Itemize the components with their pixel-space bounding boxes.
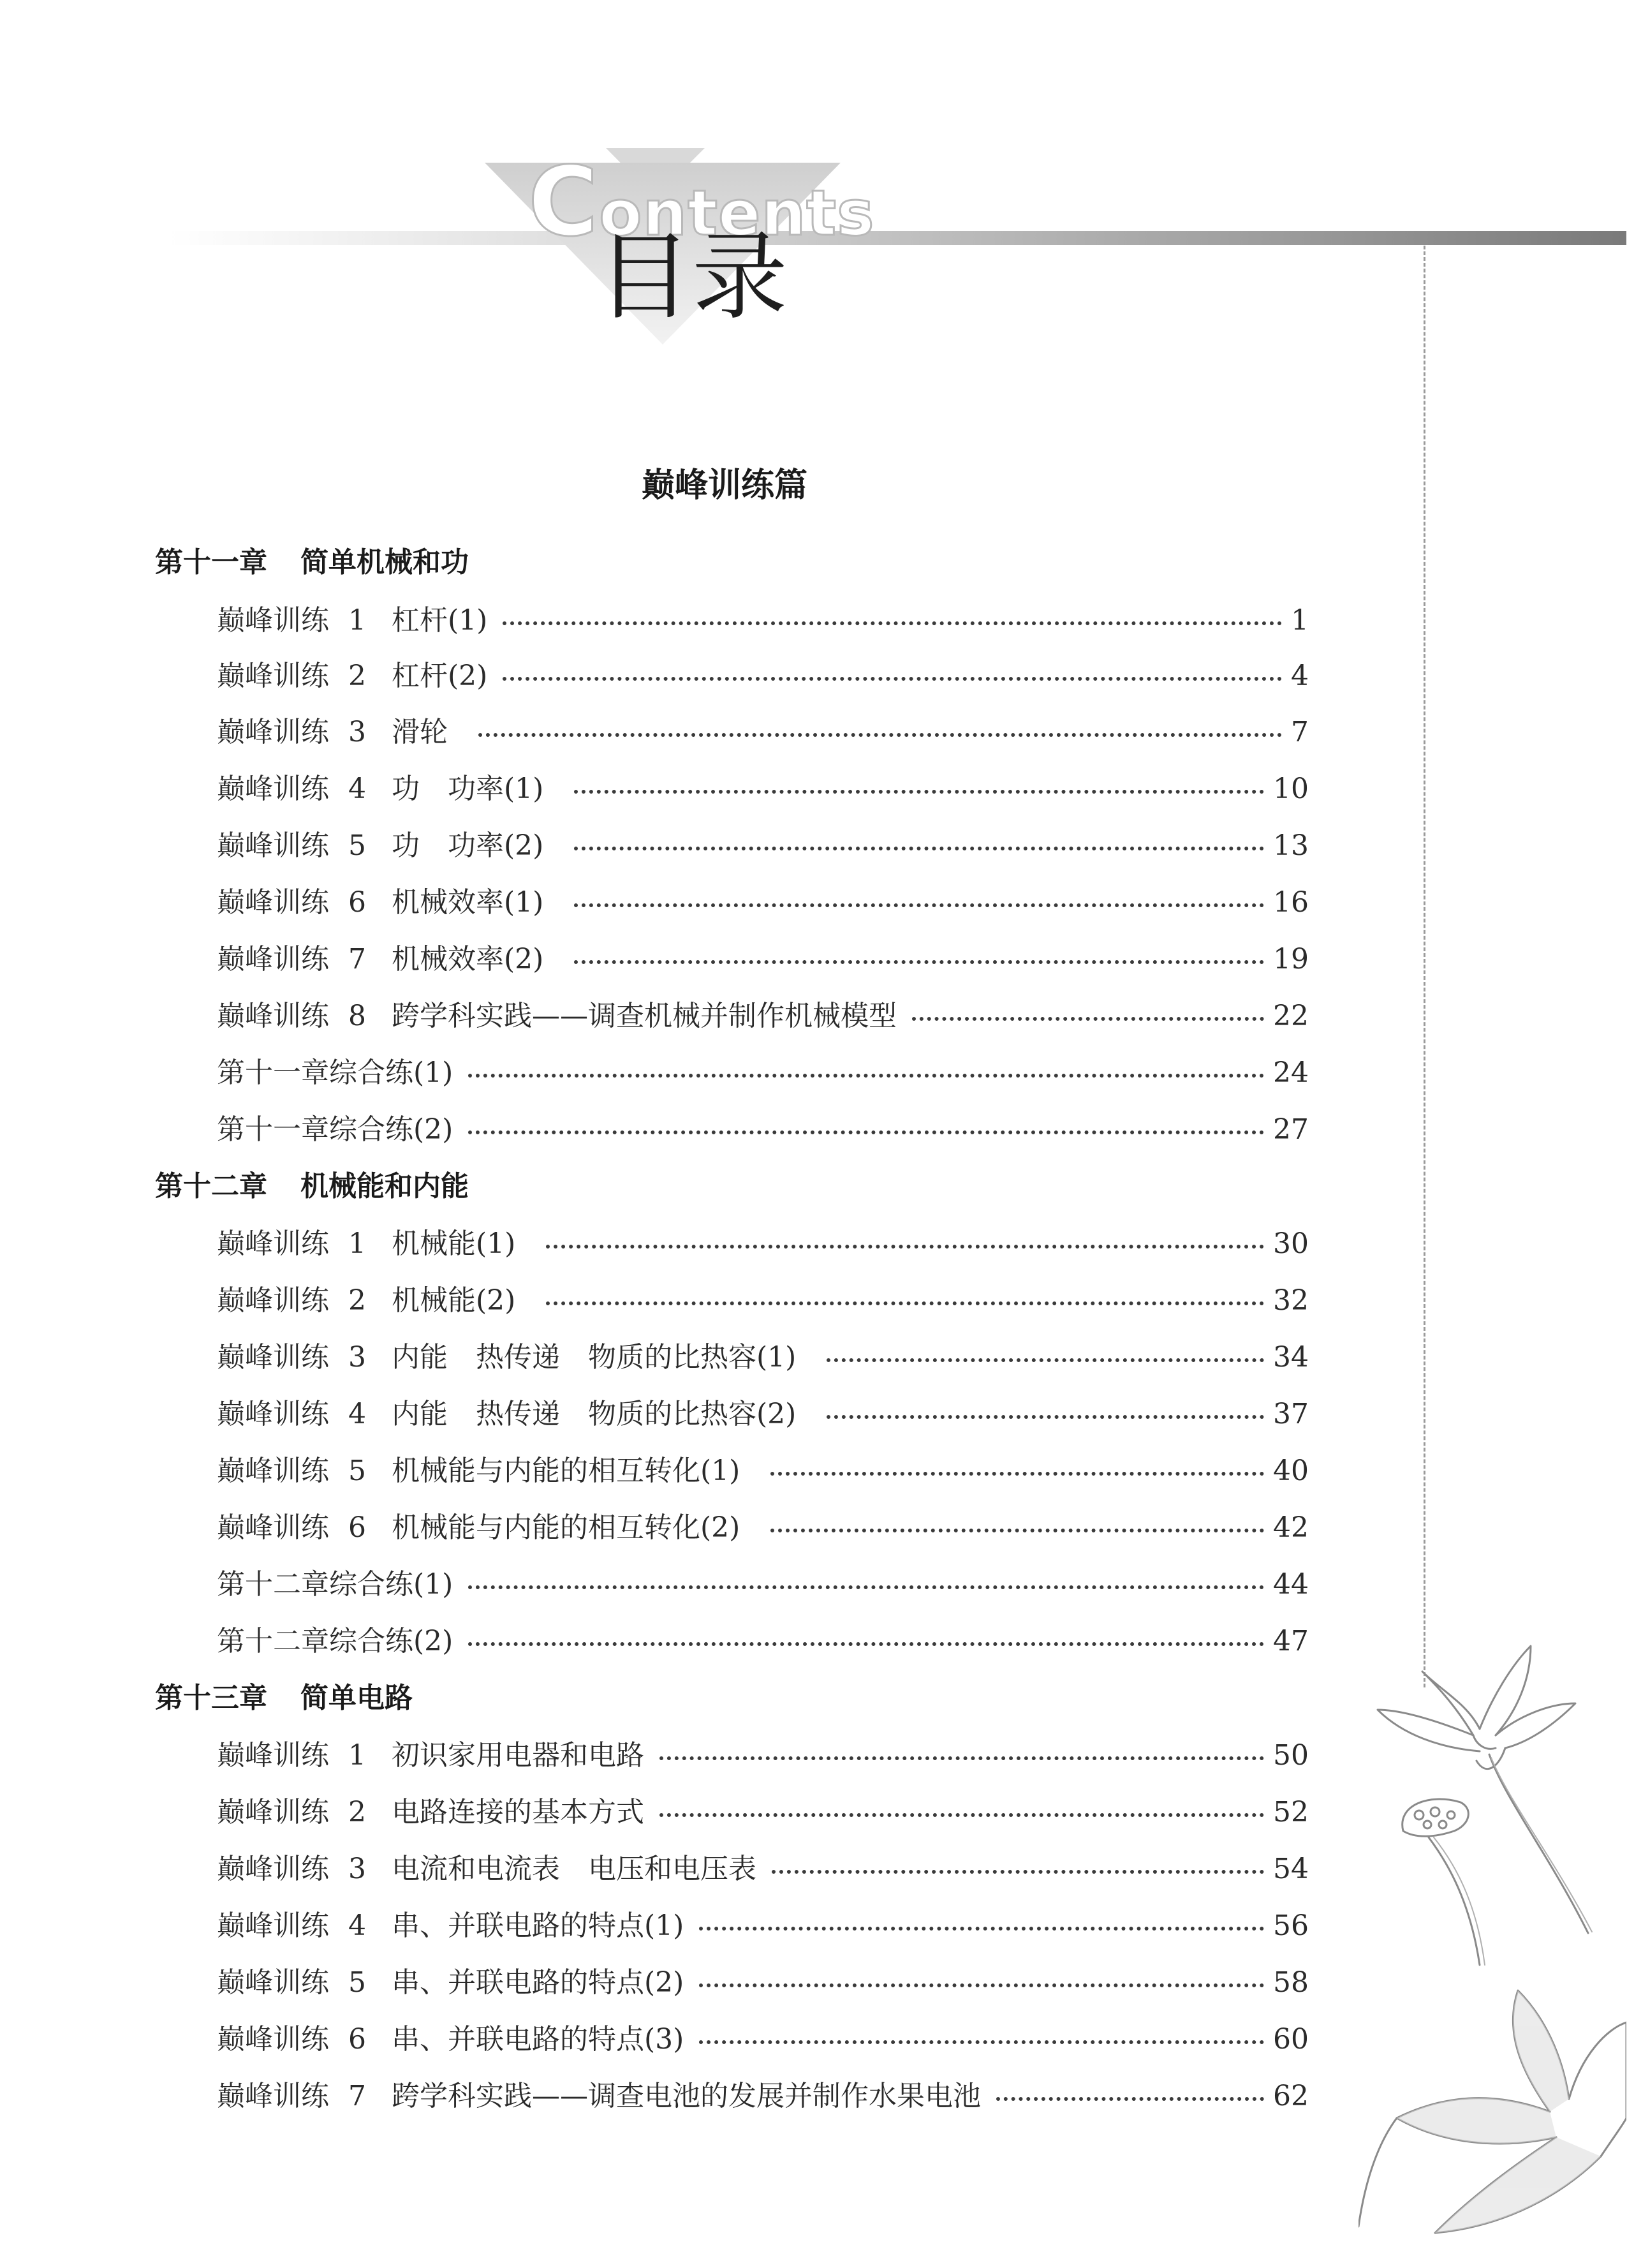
toc-entry[interactable]: 巅峰训练 2 电路连接的基本方式 52 — [217, 1793, 1309, 1832]
page-number: 13 — [1273, 829, 1309, 862]
page-number: 56 — [1273, 1909, 1309, 1942]
page-number: 47 — [1273, 1625, 1309, 1657]
dot-leader — [546, 1301, 1264, 1305]
toc-entry[interactable]: 巅峰训练 4 内能 热传递 物质的比热容(2) 37 — [217, 1395, 1309, 1434]
dot-leader — [770, 1472, 1264, 1476]
toc-entry[interactable]: 第十一章综合练(1) 24 — [217, 1054, 1309, 1092]
toc-entry[interactable]: 第十二章综合练(2) 47 — [217, 1622, 1309, 1661]
page-number: 27 — [1273, 1113, 1309, 1146]
page-number: 22 — [1273, 1000, 1309, 1032]
page-number: 62 — [1273, 2080, 1309, 2112]
page-number: 44 — [1273, 1568, 1309, 1601]
toc-entry[interactable]: 巅峰训练 4 功 功率(1) 10 — [217, 770, 1309, 808]
page-number: 52 — [1273, 1796, 1309, 1828]
dot-leader — [770, 1529, 1264, 1532]
dot-leader — [659, 1756, 1264, 1760]
dot-leader — [546, 1245, 1264, 1249]
dashed-divider — [1424, 246, 1425, 1687]
contents-word: Contents — [528, 147, 875, 258]
page-number: 42 — [1273, 1511, 1309, 1544]
chapter-heading[interactable]: 第十三章 简单电路 — [155, 1682, 413, 1714]
toc-entry[interactable]: 巅峰训练 6 机械能与内能的相互转化(2) 42 — [217, 1509, 1309, 1547]
dot-leader — [912, 1017, 1264, 1021]
dot-leader — [468, 1585, 1264, 1589]
contents-header — [0, 0, 1627, 408]
toc-entry[interactable]: 巅峰训练 5 串、并联电路的特点(2) 58 — [217, 1964, 1309, 2002]
dot-leader — [996, 2097, 1264, 2101]
dot-leader — [503, 621, 1282, 625]
dot-leader — [468, 1642, 1264, 1646]
toc-entry[interactable]: 第十二章综合练(1) 44 — [217, 1566, 1309, 1604]
page-number: 37 — [1273, 1398, 1309, 1430]
page-number: 30 — [1273, 1227, 1309, 1260]
dot-leader — [468, 1074, 1264, 1078]
dot-leader — [699, 2040, 1264, 2044]
dot-leader — [659, 1813, 1264, 1817]
toc-entry[interactable]: 巅峰训练 8 跨学科实践——调查机械并制作机械模型 22 — [217, 997, 1309, 1035]
toc-entry[interactable]: 巅峰训练 2 机械能(2) 32 — [217, 1282, 1309, 1320]
dot-leader — [574, 960, 1264, 964]
page-number: 50 — [1273, 1739, 1309, 1772]
dot-leader — [574, 847, 1264, 850]
toc-entry[interactable]: 巅峰训练 2 杠杆(2) 4 — [217, 657, 1309, 695]
toc-entry[interactable]: 巅峰训练 7 跨学科实践——调查电池的发展并制作水果电池 62 — [217, 2077, 1309, 2116]
dot-leader — [699, 1927, 1264, 1931]
toc-entry[interactable]: 巅峰训练 1 杠杆(1) 1 — [217, 602, 1309, 640]
page-number: 4 — [1291, 660, 1309, 692]
page-number: 40 — [1273, 1455, 1309, 1487]
chapter-heading[interactable]: 第十二章 机械能和内能 — [155, 1170, 469, 1203]
chapter-heading[interactable]: 第十一章 简单机械和功 — [155, 546, 469, 579]
page-number: 54 — [1273, 1853, 1309, 1885]
toc-entry[interactable]: 巅峰训练 1 机械能(1) 30 — [217, 1225, 1309, 1263]
toc-entry[interactable]: 巅峰训练 5 功 功率(2) 13 — [217, 827, 1309, 865]
page-number: 1 — [1291, 604, 1309, 637]
toc-entry[interactable]: 巅峰训练 3 内能 热传递 物质的比热容(1) 34 — [217, 1338, 1309, 1377]
toc-entry[interactable]: 巅峰训练 5 机械能与内能的相互转化(1) 40 — [217, 1452, 1309, 1490]
toc-entry[interactable]: 巅峰训练 7 机械效率(2) 19 — [217, 940, 1309, 979]
toc-entry[interactable]: 巅峰训练 1 初识家用电器和电路 50 — [217, 1737, 1309, 1775]
page-number: 34 — [1273, 1341, 1309, 1374]
dot-leader — [699, 1983, 1264, 1987]
toc-entry[interactable]: 巅峰训练 3 滑轮 7 — [217, 713, 1309, 752]
page-number: 24 — [1273, 1056, 1309, 1089]
page-number: 58 — [1273, 1966, 1309, 1999]
dot-leader — [772, 1870, 1264, 1874]
section-title: 巅峰训练篇 — [642, 466, 808, 505]
toc-entry[interactable]: 巅峰训练 6 串、并联电路的特点(3) 60 — [217, 2020, 1309, 2059]
page-title: 目录 — [596, 222, 788, 333]
page-number: 7 — [1291, 716, 1309, 748]
page-number: 16 — [1273, 886, 1309, 919]
page-number: 19 — [1273, 943, 1309, 975]
dot-leader — [468, 1130, 1264, 1134]
page-number: 32 — [1273, 1284, 1309, 1317]
dot-leader — [478, 733, 1282, 737]
dot-leader — [827, 1415, 1264, 1419]
dot-leader — [574, 903, 1264, 907]
page-number: 60 — [1273, 2023, 1309, 2056]
toc-entry[interactable]: 巅峰训练 6 机械效率(1) 16 — [217, 884, 1309, 922]
toc-entry[interactable]: 巅峰训练 4 串、并联电路的特点(1) 56 — [217, 1907, 1309, 1945]
dot-leader — [503, 677, 1282, 681]
toc-entry[interactable]: 巅峰训练 3 电流和电流表 电压和电压表 54 — [217, 1850, 1309, 1888]
lotus-illustration — [1358, 1633, 1626, 2265]
dot-leader — [827, 1358, 1264, 1362]
dot-leader — [574, 790, 1264, 794]
toc-entry[interactable]: 第十一章综合练(2) 27 — [217, 1111, 1309, 1149]
page-number: 10 — [1273, 773, 1309, 805]
